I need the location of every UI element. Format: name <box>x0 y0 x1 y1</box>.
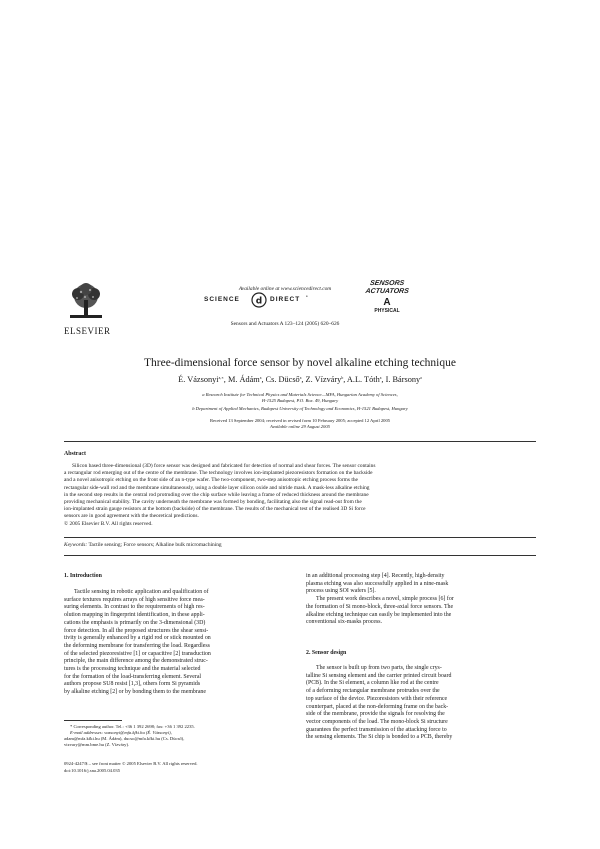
right-column-intro <box>306 573 536 627</box>
text-line: plasma etching was also successfully applied in a nine-mask <box>306 580 449 587</box>
abstract-line: Silicon based three-dimensional (3D) force sensor was designed and fabricated for detection of normal and shear forces. The sensor contains <box>72 463 376 469</box>
footnote-divider <box>64 720 122 721</box>
journal-logo-letter: A <box>383 297 391 308</box>
footnote-email-3: vizvary@mm.bme.hu (Z. Vízváry). <box>64 742 130 748</box>
abstract-line: and a novel anisotropic etching on the front side of an n-type wafer. The two-component, two-step anisotropic etching process forms the <box>64 477 358 484</box>
text-line: counterpart, placed at the non-deforming frame on the back- <box>306 703 449 710</box>
abstract-line: sensors are in good agreement with the theoretical predictions. <box>64 513 199 520</box>
text-line: of the selected piezoresistive [1] or capacitive [2] transduction <box>64 650 211 657</box>
text-line: for the formation of the load-transferring element. Several <box>64 673 202 680</box>
affiliation-b: b Department of Applied Mechanics, Budapest University of Technology and Economics, H-1521 Budapest, Hungary <box>192 406 408 411</box>
section-1-heading: 1. Introduction <box>64 573 102 579</box>
abstract-body <box>64 463 536 528</box>
divider-top <box>64 441 536 442</box>
article-title: Three-dimensional force sensor by novel alkaline etching technique <box>144 357 456 369</box>
text-line: guarantees the perfect transmission of the attacking force to <box>306 726 447 733</box>
sciencedirect-right: DIRECT <box>270 296 301 303</box>
text-line: alkaline etching technique can easily be implemented into the <box>306 611 452 618</box>
footnote-email-1: E-mail addresses: vazsonyi@mfa.kfki.hu (É. Vázsonyi), <box>70 730 172 736</box>
section-2-body <box>306 665 536 742</box>
text-line: in an additional processing step [4]. Recently, high-density <box>306 573 445 579</box>
divider-keywords-top <box>64 537 536 538</box>
text-line: surface textures requires arrays of high sensitive force mea- <box>64 596 205 603</box>
text-line: the sensing elements. The Si chip is bonded to a PCB, thereby <box>306 734 453 741</box>
svg-text:d: d <box>255 296 263 307</box>
text-line: authors propose SU8 resist [1,3], others form Si pyramids <box>64 681 201 688</box>
sciencedirect-at-icon <box>250 292 268 308</box>
sciencedirect-logo: SCIENCE d DIRECT • <box>200 292 400 308</box>
section-2-heading: 2. Sensor design <box>306 650 347 656</box>
text-line: the formation of Si mono-block, three-axial force sensors. The <box>306 603 454 610</box>
affiliation-a-line2: H-1525 Budapest, P.O. Box. 49, Hungary <box>261 398 339 404</box>
abstract-line: a rectangular rod emerging out of the centre of the membrane. The technology involves ion-implanted piezoresistors formation on the backside <box>64 470 373 477</box>
abstract-heading: Abstract <box>64 451 86 457</box>
text-line: The present work describes a novel, simple process [6] for <box>316 596 454 603</box>
text-line: suring elements. In contrast to the requirements of high res- <box>64 604 205 611</box>
footnote <box>64 724 293 748</box>
elsevier-logo <box>64 282 111 336</box>
issn-line: 0924-4247/$ – see front matter © 2005 Elsevier B.V. All rights reserved. <box>64 761 198 766</box>
text-line: olution mapping in fingerprint identification, in these appli- <box>64 612 205 619</box>
elsevier-tree-icon <box>64 282 108 322</box>
abstract-copyright: © 2005 Elsevier B.V. All rights reserved. <box>64 520 153 527</box>
footnote-corresponding: * Corresponding author. Tel.: +36 1 392 2698; fax: +36 1 392 2235. <box>70 724 195 729</box>
section-1-body <box>64 589 293 697</box>
text-line: conventional six-masks process. <box>306 619 383 626</box>
divider-keywords-bottom <box>64 555 536 556</box>
text-line: top surface of the device. Piezoresistors with their reference <box>306 695 448 702</box>
keywords-label: Keywords: <box>64 542 88 548</box>
received-dates: Received 13 September 2004; received in revised form 10 February 2005; accepted 12 April 2005 <box>209 418 391 423</box>
available-online-date: Available online 29 August 2005 <box>270 424 330 429</box>
available-online-text: Available online at www.sciencedirect.com <box>238 286 332 292</box>
text-line: vector components of the load. The mono-block Si structure <box>306 718 448 725</box>
keywords-text: Tactile sensing; Force sensors; Alkaline bulk micromachining <box>88 542 222 548</box>
journal-logo-line2: ACTUATORS <box>364 288 410 295</box>
text-line: the deforming membrane for transferring the load. Regardless <box>64 642 210 649</box>
text-line: of a deforming rectangular membrane protrudes over the <box>306 688 440 695</box>
text-line: talline Si sensing element and the carrier printed circuit board <box>306 672 452 679</box>
abstract-line: providing mechanical stability. The cavity underneath the membrane was formed by bonding, facilitating also the signal read-out from the <box>64 499 362 506</box>
abstract-line: ion-implanted strain gauge resistors at the bottom (backside) of the membrane. The results of the mechanical test of the realised 3D Si force <box>64 506 366 513</box>
text-line: side of the membrane, provide the signals for resolving the <box>306 711 445 718</box>
abstract-line: in the second step results in the central rod protruding over the chip surface while leaving a frame of reduced thickness around the membrane <box>64 491 369 498</box>
footnote-email-2: adam@mfa.kfki.hu (M. Ádám), ducso@mfa.kfki.hu (Cs. Dücső), <box>64 736 185 742</box>
journal-reference: Sensors and Actuators A 123–124 (2005) 620–626 <box>230 321 340 327</box>
keywords <box>64 542 536 549</box>
text-line: by alkaline etching [2] or by bonding them to the membrane <box>64 689 206 696</box>
text-line: process using SOI wafers [5]. <box>306 588 376 595</box>
text-line: force detection. In all the proposed structures the shear sensi- <box>64 627 209 634</box>
journal-logo-line1: SENSORS <box>369 280 405 287</box>
journal-logo-line3: PHYSICAL <box>374 308 400 314</box>
text-line: cations the emphasis is primarily on the 3-dimensional (3D) <box>64 619 206 626</box>
affiliation-a <box>90 392 510 404</box>
text-line: principle, the main difference among the demonstrated struc- <box>64 658 208 665</box>
elsevier-wordmark: ELSEVIER <box>64 326 111 336</box>
sciencedirect-left: SCIENCE <box>204 296 240 303</box>
text-line: Tactile sensing in robotic application and qualification of <box>74 589 209 595</box>
text-line: (PCB). In the Si element, a column like rod at the centre <box>306 680 439 687</box>
doi-line: doi:10.1016/j.sna.2005.04.035 <box>64 768 121 773</box>
author-list: É. Vázsonyi$^{a,∗}$, M. Ádám$^a$, Cs. Dücső$^a$, Z. Vízváry$^b$, A.L. Tóth$^a$, I. Bársony$^a$ <box>178 375 422 384</box>
text-line: tures is the processing technique and the material selected <box>64 666 201 673</box>
affiliation-a-line1: a Research Institute for Technical Physics and Materials Science—MFA, Hungarian Academy of Sciences, <box>202 392 398 397</box>
journal-logo <box>362 280 412 326</box>
abstract-line: rectangular side-wall rod and the membrane simultaneously, using a double layer silicon oxide and nitride mask. A mask-less alkaline etching <box>64 484 370 491</box>
text-line: tivity is generally enhanced by a rigid rod or stick mounted on <box>64 635 211 642</box>
text-line: The sensor is built up from two parts, the single crys- <box>316 665 442 671</box>
